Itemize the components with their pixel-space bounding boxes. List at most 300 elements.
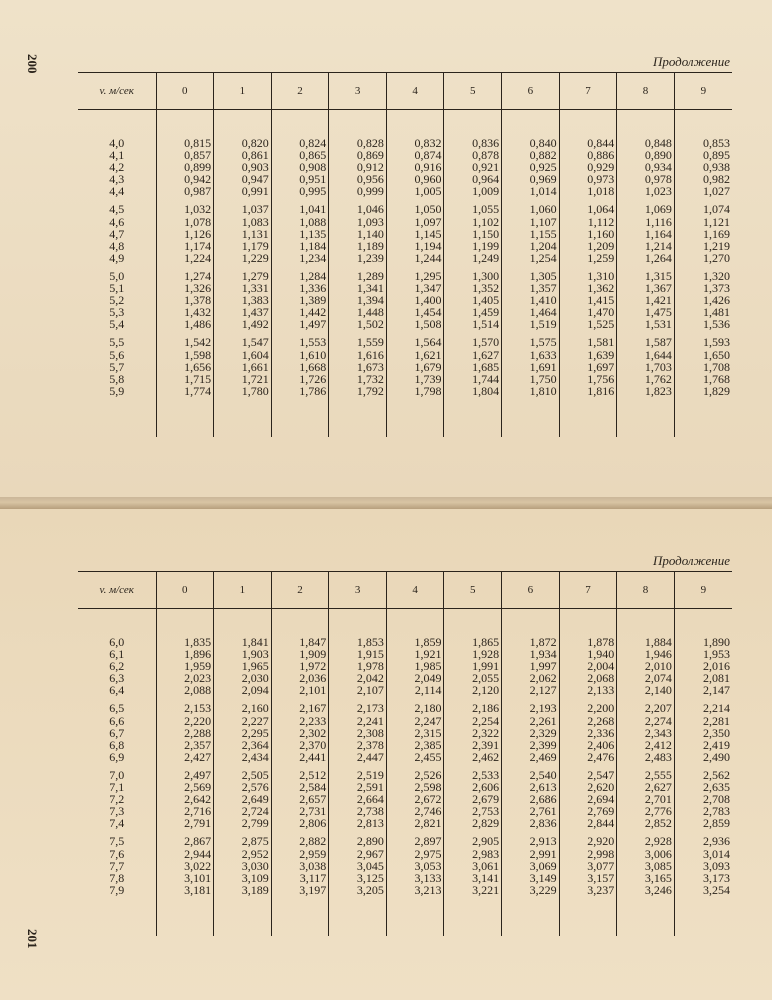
value-cell: 1,126 bbox=[156, 228, 214, 240]
value-cell: 2,753 bbox=[444, 805, 502, 817]
value-cell: 1,357 bbox=[502, 282, 560, 294]
value-cell: 1,336 bbox=[271, 282, 329, 294]
value-cell: 2,867 bbox=[156, 835, 214, 847]
value-cell: 1,792 bbox=[329, 385, 387, 397]
value-cell: 2,023 bbox=[156, 672, 214, 684]
value-cell: 2,114 bbox=[386, 684, 444, 696]
value-cell: 1,903 bbox=[214, 648, 272, 660]
value-cell: 2,716 bbox=[156, 805, 214, 817]
velocity-cell: 7,9 bbox=[109, 882, 125, 897]
value-cell: 1,497 bbox=[271, 318, 329, 330]
value-cell: 2,462 bbox=[444, 751, 502, 763]
value-cell: 2,642 bbox=[156, 793, 214, 805]
value-cell: 1,656 bbox=[156, 361, 214, 373]
header-digit-2: 2 bbox=[271, 572, 329, 609]
value-cell: 0,836 bbox=[444, 110, 502, 150]
table-row bbox=[78, 769, 732, 781]
value-cell: 2,127 bbox=[502, 684, 560, 696]
value-cell: 2,455 bbox=[386, 751, 444, 763]
value-cell: 1,083 bbox=[214, 216, 272, 228]
table-row bbox=[78, 609, 732, 649]
value-cell: 2,062 bbox=[502, 672, 560, 684]
table-header-row bbox=[78, 73, 732, 110]
table-row bbox=[78, 306, 732, 318]
table-row bbox=[78, 294, 732, 306]
table-row bbox=[78, 216, 732, 228]
value-cell: 2,694 bbox=[559, 793, 617, 805]
value-cell: 2,746 bbox=[386, 805, 444, 817]
value-cell: 2,074 bbox=[617, 672, 675, 684]
value-cell: 0,947 bbox=[214, 173, 272, 185]
value-cell: 3,205 bbox=[329, 884, 387, 896]
value-cell: 1,107 bbox=[502, 216, 560, 228]
table-row bbox=[78, 702, 732, 714]
value-cell: 0,912 bbox=[329, 161, 387, 173]
spacer-cell bbox=[444, 397, 502, 437]
value-cell: 0,916 bbox=[386, 161, 444, 173]
value-cell: 2,160 bbox=[214, 702, 272, 714]
value-cell: 2,350 bbox=[674, 727, 732, 739]
table-row bbox=[78, 228, 732, 240]
value-cell: 2,664 bbox=[329, 793, 387, 805]
value-cell: 2,936 bbox=[674, 835, 732, 847]
continuation-label: Продолжение bbox=[652, 54, 730, 69]
velocity-cell: 6,6 bbox=[109, 713, 125, 728]
value-cell: 2,497 bbox=[156, 769, 214, 781]
value-cell: 0,982 bbox=[674, 173, 732, 185]
value-cell: 1,394 bbox=[329, 294, 387, 306]
table-row bbox=[78, 648, 732, 660]
header-digit-6: 6 bbox=[502, 572, 560, 609]
value-cell: 2,441 bbox=[271, 751, 329, 763]
velocity-cell: 5,4 bbox=[109, 317, 125, 332]
value-cell: 2,406 bbox=[559, 739, 617, 751]
value-cell: 1,289 bbox=[329, 270, 387, 282]
value-cell: 2,897 bbox=[386, 835, 444, 847]
value-cell: 2,193 bbox=[502, 702, 560, 714]
value-cell: 1,389 bbox=[271, 294, 329, 306]
value-cell: 1,194 bbox=[386, 240, 444, 252]
value-cell: 2,329 bbox=[502, 727, 560, 739]
value-cell: 1,486 bbox=[156, 318, 214, 330]
value-cell: 2,081 bbox=[674, 672, 732, 684]
value-cell: 1,593 bbox=[674, 336, 732, 348]
value-cell: 3,181 bbox=[156, 884, 214, 896]
value-cell: 2,738 bbox=[329, 805, 387, 817]
velocity-cell: 6,4 bbox=[109, 683, 125, 698]
value-cell: 0,934 bbox=[617, 161, 675, 173]
value-cell: 1,454 bbox=[386, 306, 444, 318]
value-cell: 1,525 bbox=[559, 318, 617, 330]
value-cell: 1,739 bbox=[386, 373, 444, 385]
velocity-cell: 7,5 bbox=[109, 834, 125, 849]
value-cell: 1,865 bbox=[444, 609, 502, 649]
value-cell: 0,840 bbox=[502, 110, 560, 150]
velocity-cell: 4,0 bbox=[109, 136, 125, 150]
value-cell: 0,857 bbox=[156, 149, 214, 161]
value-cell: 1,174 bbox=[156, 240, 214, 252]
value-cell: 0,878 bbox=[444, 149, 502, 161]
velocity-cell: 6,8 bbox=[109, 737, 125, 752]
value-cell: 1,531 bbox=[617, 318, 675, 330]
value-cell: 1,823 bbox=[617, 385, 675, 397]
value-cell: 2,140 bbox=[617, 684, 675, 696]
value-cell: 1,244 bbox=[386, 252, 444, 264]
value-cell: 1,768 bbox=[674, 373, 732, 385]
value-cell: 1,481 bbox=[674, 306, 732, 318]
value-cell: 1,150 bbox=[444, 228, 502, 240]
velocity-table bbox=[78, 571, 732, 936]
spacer-cell bbox=[559, 397, 617, 437]
value-cell: 1,978 bbox=[329, 660, 387, 672]
value-cell: 2,010 bbox=[617, 660, 675, 672]
spacer-cell bbox=[386, 397, 444, 437]
velocity-cell: 4,7 bbox=[109, 226, 125, 241]
value-cell: 2,952 bbox=[214, 848, 272, 860]
value-cell: 2,200 bbox=[559, 702, 617, 714]
value-cell: 3,061 bbox=[444, 860, 502, 872]
value-cell: 2,627 bbox=[617, 781, 675, 793]
velocity-cell: 5,3 bbox=[109, 305, 125, 320]
value-cell: 2,983 bbox=[444, 848, 502, 860]
value-cell: 0,815 bbox=[156, 110, 214, 150]
value-cell: 1,829 bbox=[674, 385, 732, 397]
value-cell: 1,470 bbox=[559, 306, 617, 318]
value-cell: 1,102 bbox=[444, 216, 502, 228]
header-digit-4: 4 bbox=[386, 572, 444, 609]
value-cell: 2,207 bbox=[617, 702, 675, 714]
value-cell: 1,946 bbox=[617, 648, 675, 660]
value-cell: 3,030 bbox=[214, 860, 272, 872]
value-cell: 2,336 bbox=[559, 727, 617, 739]
value-cell: 1,383 bbox=[214, 294, 272, 306]
value-cell: 2,761 bbox=[502, 805, 560, 817]
value-cell: 2,875 bbox=[214, 835, 272, 847]
table-row bbox=[78, 361, 732, 373]
value-cell: 1,341 bbox=[329, 282, 387, 294]
velocity-cell: 7,8 bbox=[109, 870, 125, 885]
value-cell: 0,942 bbox=[156, 173, 214, 185]
value-cell: 0,969 bbox=[502, 173, 560, 185]
value-cell: 2,967 bbox=[329, 848, 387, 860]
spacer-cell bbox=[214, 397, 272, 437]
value-cell: 1,621 bbox=[386, 349, 444, 361]
table-row bbox=[78, 715, 732, 727]
value-cell: 1,224 bbox=[156, 252, 214, 264]
value-cell: 1,155 bbox=[502, 228, 560, 240]
spacer-cell bbox=[329, 397, 387, 437]
value-cell: 2,679 bbox=[444, 793, 502, 805]
value-cell: 1,859 bbox=[386, 609, 444, 649]
value-cell: 1,581 bbox=[559, 336, 617, 348]
value-cell: 2,378 bbox=[329, 739, 387, 751]
velocity-cell: 5,8 bbox=[109, 371, 125, 386]
spacer-cell bbox=[559, 896, 617, 936]
value-cell: 1,502 bbox=[329, 318, 387, 330]
value-cell: 1,959 bbox=[156, 660, 214, 672]
value-cell: 2,483 bbox=[617, 751, 675, 763]
value-cell: 1,069 bbox=[617, 203, 675, 215]
velocity-cell: 4,2 bbox=[109, 160, 125, 175]
value-cell: 1,320 bbox=[674, 270, 732, 282]
value-cell: 2,555 bbox=[617, 769, 675, 781]
value-cell: 1,514 bbox=[444, 318, 502, 330]
value-cell: 1,841 bbox=[214, 609, 272, 649]
value-cell: 1,274 bbox=[156, 270, 214, 282]
value-cell: 1,448 bbox=[329, 306, 387, 318]
value-cell: 1,259 bbox=[559, 252, 617, 264]
value-cell: 0,925 bbox=[502, 161, 560, 173]
value-cell: 1,697 bbox=[559, 361, 617, 373]
value-cell: 2,186 bbox=[444, 702, 502, 714]
value-cell: 0,908 bbox=[271, 161, 329, 173]
header-digit-1: 1 bbox=[214, 73, 272, 110]
value-cell: 2,042 bbox=[329, 672, 387, 684]
value-cell: 1,644 bbox=[617, 349, 675, 361]
value-cell: 2,672 bbox=[386, 793, 444, 805]
value-cell: 3,157 bbox=[559, 872, 617, 884]
value-cell: 3,165 bbox=[617, 872, 675, 884]
value-cell: 1,041 bbox=[271, 203, 329, 215]
value-cell: 2,247 bbox=[386, 715, 444, 727]
value-cell: 1,872 bbox=[502, 609, 560, 649]
value-cell: 1,249 bbox=[444, 252, 502, 264]
table-row bbox=[78, 751, 732, 763]
value-cell: 2,370 bbox=[271, 739, 329, 751]
value-cell: 3,085 bbox=[617, 860, 675, 872]
spacer-cell bbox=[502, 896, 560, 936]
value-cell: 1,708 bbox=[674, 361, 732, 373]
value-cell: 2,120 bbox=[444, 684, 502, 696]
spacer-cell bbox=[78, 397, 156, 437]
value-cell: 1,116 bbox=[617, 216, 675, 228]
value-cell: 1,853 bbox=[329, 609, 387, 649]
value-cell: 2,799 bbox=[214, 817, 272, 829]
value-cell: 3,109 bbox=[214, 872, 272, 884]
spacer-cell bbox=[78, 896, 156, 936]
header-digit-2: 2 bbox=[271, 73, 329, 110]
value-cell: 0,828 bbox=[329, 110, 387, 150]
value-cell: 3,141 bbox=[444, 872, 502, 884]
table-row bbox=[78, 173, 732, 185]
value-cell: 0,999 bbox=[329, 185, 387, 197]
value-cell: 1,270 bbox=[674, 252, 732, 264]
value-cell: 1,508 bbox=[386, 318, 444, 330]
value-cell: 1,965 bbox=[214, 660, 272, 672]
value-cell: 1,239 bbox=[329, 252, 387, 264]
value-cell: 1,432 bbox=[156, 306, 214, 318]
velocity-cell: 4,6 bbox=[109, 214, 125, 229]
value-cell: 2,844 bbox=[559, 817, 617, 829]
table-row bbox=[78, 848, 732, 860]
spacer-cell bbox=[156, 397, 214, 437]
value-cell: 2,598 bbox=[386, 781, 444, 793]
value-cell: 2,220 bbox=[156, 715, 214, 727]
value-cell: 2,274 bbox=[617, 715, 675, 727]
value-cell: 0,844 bbox=[559, 110, 617, 150]
value-cell: 1,140 bbox=[329, 228, 387, 240]
value-cell: 2,364 bbox=[214, 739, 272, 751]
value-cell: 2,030 bbox=[214, 672, 272, 684]
value-cell: 3,254 bbox=[674, 884, 732, 896]
value-cell: 1,604 bbox=[214, 349, 272, 361]
value-cell: 1,542 bbox=[156, 336, 214, 348]
value-cell: 2,724 bbox=[214, 805, 272, 817]
velocity-cell: 6,5 bbox=[109, 701, 125, 716]
value-cell: 2,776 bbox=[617, 805, 675, 817]
value-cell: 2,791 bbox=[156, 817, 214, 829]
value-cell: 0,995 bbox=[271, 185, 329, 197]
page-201 bbox=[0, 509, 772, 1000]
value-cell: 1,616 bbox=[329, 349, 387, 361]
spacer-cell bbox=[214, 896, 272, 936]
value-cell: 1,405 bbox=[444, 294, 502, 306]
page-gutter bbox=[0, 497, 772, 509]
value-cell: 1,112 bbox=[559, 216, 617, 228]
spacer-cell bbox=[502, 397, 560, 437]
velocity-cell: 7,0 bbox=[109, 767, 125, 782]
value-cell: 0,929 bbox=[559, 161, 617, 173]
value-cell: 1,921 bbox=[386, 648, 444, 660]
header-digit-0: 0 bbox=[156, 572, 214, 609]
value-cell: 2,657 bbox=[271, 793, 329, 805]
value-cell: 2,261 bbox=[502, 715, 560, 727]
value-cell: 1,991 bbox=[444, 660, 502, 672]
value-cell: 3,014 bbox=[674, 848, 732, 860]
value-cell: 1,219 bbox=[674, 240, 732, 252]
value-cell: 1,475 bbox=[617, 306, 675, 318]
value-cell: 0,921 bbox=[444, 161, 502, 173]
value-cell: 2,254 bbox=[444, 715, 502, 727]
value-cell: 2,153 bbox=[156, 702, 214, 714]
value-cell: 1,661 bbox=[214, 361, 272, 373]
value-cell: 1,373 bbox=[674, 282, 732, 294]
value-cell: 0,938 bbox=[674, 161, 732, 173]
value-cell: 2,214 bbox=[674, 702, 732, 714]
value-cell: 0,991 bbox=[214, 185, 272, 197]
spacer-cell bbox=[617, 397, 675, 437]
value-cell: 3,133 bbox=[386, 872, 444, 884]
value-cell: 0,853 bbox=[674, 110, 732, 150]
value-cell: 1,985 bbox=[386, 660, 444, 672]
value-cell: 2,233 bbox=[271, 715, 329, 727]
table-row bbox=[78, 672, 732, 684]
value-cell: 2,540 bbox=[502, 769, 560, 781]
header-digit-5: 5 bbox=[444, 73, 502, 110]
spacer-cell bbox=[674, 896, 732, 936]
value-cell: 3,069 bbox=[502, 860, 560, 872]
value-cell: 1,437 bbox=[214, 306, 272, 318]
table-row bbox=[78, 739, 732, 751]
value-cell: 1,415 bbox=[559, 294, 617, 306]
value-cell: 2,562 bbox=[674, 769, 732, 781]
value-cell: 1,816 bbox=[559, 385, 617, 397]
table-row bbox=[78, 884, 732, 896]
value-cell: 0,820 bbox=[214, 110, 272, 150]
value-cell: 2,701 bbox=[617, 793, 675, 805]
value-cell: 2,088 bbox=[156, 684, 214, 696]
spacer-cell bbox=[156, 896, 214, 936]
value-cell: 1,088 bbox=[271, 216, 329, 228]
value-cell: 2,049 bbox=[386, 672, 444, 684]
value-cell: 1,691 bbox=[502, 361, 560, 373]
value-cell: 2,686 bbox=[502, 793, 560, 805]
value-cell: 1,179 bbox=[214, 240, 272, 252]
value-cell: 1,018 bbox=[559, 185, 617, 197]
value-cell: 0,956 bbox=[329, 173, 387, 185]
table-row bbox=[78, 872, 732, 884]
spacer-cell bbox=[674, 397, 732, 437]
value-cell: 1,131 bbox=[214, 228, 272, 240]
value-cell: 1,097 bbox=[386, 216, 444, 228]
value-cell: 1,878 bbox=[559, 609, 617, 649]
value-cell: 0,951 bbox=[271, 173, 329, 185]
value-cell: 1,750 bbox=[502, 373, 560, 385]
value-cell: 1,009 bbox=[444, 185, 502, 197]
header-digit-9: 9 bbox=[674, 73, 732, 110]
value-cell: 2,241 bbox=[329, 715, 387, 727]
value-cell: 1,915 bbox=[329, 648, 387, 660]
value-cell: 1,940 bbox=[559, 648, 617, 660]
value-cell: 0,960 bbox=[386, 173, 444, 185]
value-cell: 2,434 bbox=[214, 751, 272, 763]
value-cell: 1,732 bbox=[329, 373, 387, 385]
value-cell: 0,832 bbox=[386, 110, 444, 150]
value-cell: 2,806 bbox=[271, 817, 329, 829]
velocity-cell: 6,2 bbox=[109, 659, 125, 674]
value-cell: 1,464 bbox=[502, 306, 560, 318]
value-cell: 2,731 bbox=[271, 805, 329, 817]
value-cell: 2,101 bbox=[271, 684, 329, 696]
value-cell: 1,362 bbox=[559, 282, 617, 294]
velocity-cell: 4,9 bbox=[109, 250, 125, 265]
value-cell: 0,973 bbox=[559, 173, 617, 185]
value-cell: 3,117 bbox=[271, 872, 329, 884]
value-cell: 3,221 bbox=[444, 884, 502, 896]
table-row bbox=[78, 282, 732, 294]
value-cell: 3,022 bbox=[156, 860, 214, 872]
value-cell: 1,023 bbox=[617, 185, 675, 197]
value-cell: 1,610 bbox=[271, 349, 329, 361]
value-cell: 0,964 bbox=[444, 173, 502, 185]
value-cell: 2,295 bbox=[214, 727, 272, 739]
value-cell: 3,093 bbox=[674, 860, 732, 872]
value-cell: 1,135 bbox=[271, 228, 329, 240]
value-cell: 1,553 bbox=[271, 336, 329, 348]
group-spacer bbox=[78, 397, 732, 437]
table-row bbox=[78, 684, 732, 696]
value-cell: 1,668 bbox=[271, 361, 329, 373]
value-cell: 2,591 bbox=[329, 781, 387, 793]
value-cell: 1,214 bbox=[617, 240, 675, 252]
value-cell: 0,874 bbox=[386, 149, 444, 161]
value-cell: 1,884 bbox=[617, 609, 675, 649]
value-cell: 2,016 bbox=[674, 660, 732, 672]
value-cell: 2,975 bbox=[386, 848, 444, 860]
value-cell: 2,469 bbox=[502, 751, 560, 763]
value-cell: 2,399 bbox=[502, 739, 560, 751]
value-cell: 2,512 bbox=[271, 769, 329, 781]
value-cell: 3,173 bbox=[674, 872, 732, 884]
value-cell: 0,886 bbox=[559, 149, 617, 161]
velocity-cell: 7,1 bbox=[109, 780, 125, 795]
value-cell: 1,279 bbox=[214, 270, 272, 282]
value-cell: 2,882 bbox=[271, 835, 329, 847]
velocity-cell: 4,3 bbox=[109, 172, 125, 187]
spacer-cell bbox=[444, 896, 502, 936]
table-row bbox=[78, 860, 732, 872]
value-cell: 1,536 bbox=[674, 318, 732, 330]
